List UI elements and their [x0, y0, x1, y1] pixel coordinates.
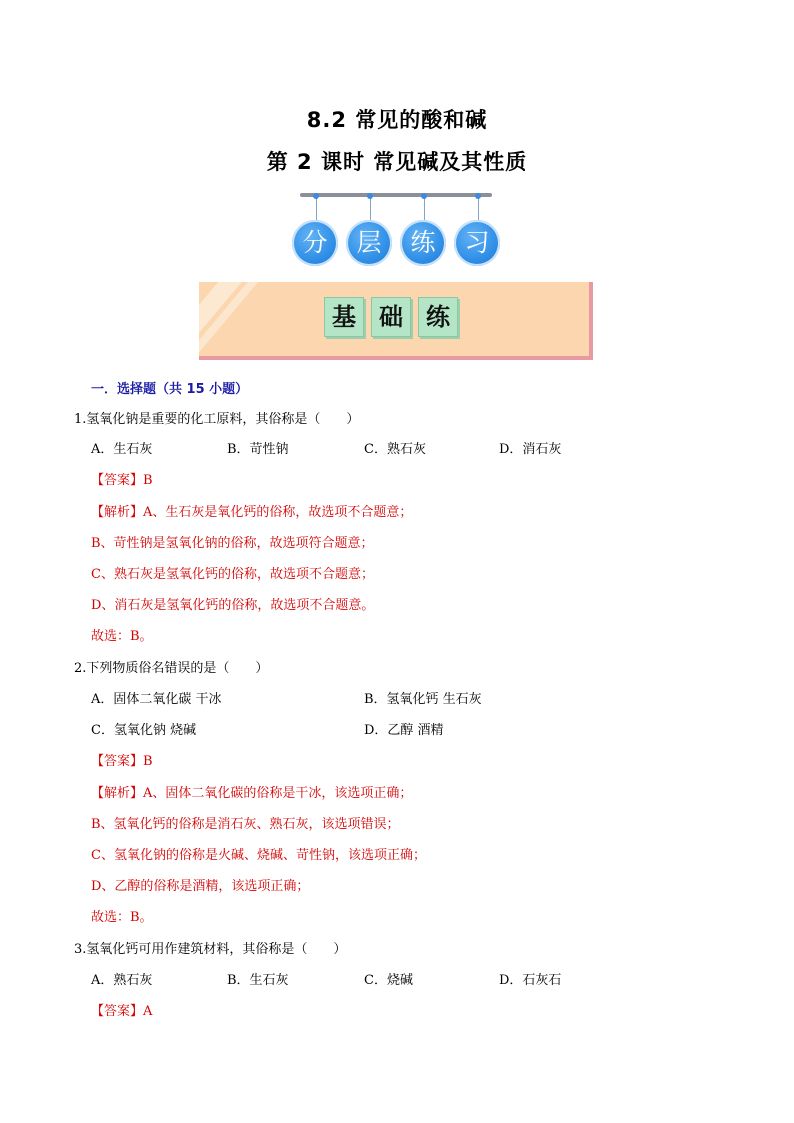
question-option: C．氢氧化钠 烧碱	[91, 723, 197, 738]
board-tile: 础	[371, 297, 411, 337]
title-line-1: 8.2 常见的酸和碱	[306, 108, 488, 132]
question-stem: 3.氢氧化钙可用作建筑材料，其俗称是（ ）	[74, 942, 347, 957]
conclusion-line: 故选：B。	[91, 910, 153, 925]
question-option: C．烧碱	[364, 973, 413, 988]
question-option: A．固体二氧化碳 干冰	[91, 692, 222, 707]
board-tile: 练	[418, 297, 458, 337]
analysis-line: D、乙醇的俗称是酒精，该选项正确；	[91, 879, 310, 894]
banner-knot	[313, 193, 319, 199]
answer-label: 【答案】A	[91, 1004, 153, 1019]
analysis-line: C、熟石灰是氢氧化钙的俗称，故选项不合题意；	[91, 567, 374, 582]
basic-practice-board	[199, 282, 593, 360]
analysis-line: C、氢氧化钠的俗称是火碱、烧碱、苛性钠，该选项正确；	[91, 848, 426, 863]
banner-knot	[367, 193, 373, 199]
analysis-line: D、消石灰是氢氧化钙的俗称，故选项不合题意。	[91, 598, 375, 613]
section-heading: 一．选择题（共 15 小题）	[91, 382, 249, 397]
analysis-line: B、苛性钠是氢氧化钠的俗称，故选项符合题意；	[91, 536, 374, 551]
banner-circle: 练	[400, 220, 446, 266]
analysis-line: B、氢氧化钙的俗称是消石灰、熟石灰，该选项错误；	[91, 817, 400, 832]
banner-circle: 层	[346, 220, 392, 266]
conclusion-line: 故选：B。	[91, 629, 153, 644]
question-option: D．消石灰	[499, 442, 562, 457]
answer-label: 【答案】B	[91, 754, 153, 769]
banner-string	[316, 196, 317, 222]
question-option: A．熟石灰	[91, 973, 153, 988]
question-stem: 2.下列物质俗名错误的是（ ）	[74, 661, 269, 676]
question-option: D．石灰石	[499, 973, 562, 988]
answer-label: 【答案】B	[91, 473, 153, 488]
analysis-line: 【解析】A、生石灰是氧化钙的俗称，故选项不合题意；	[91, 505, 413, 520]
analysis-line: 【解析】A、固体二氧化碳的俗称是干冰，该选项正确；	[91, 786, 413, 801]
banner-circle: 习	[454, 220, 500, 266]
banner-string	[370, 196, 371, 222]
question-option: B．生石灰	[227, 973, 289, 988]
banner-knot	[475, 193, 481, 199]
question-option: A．生石灰	[91, 442, 153, 457]
question-option: C．熟石灰	[364, 442, 426, 457]
title-line-2: 第 2 课时 常见碱及其性质	[266, 150, 528, 174]
question-option: B．氢氧化钙 生石灰	[364, 692, 482, 707]
banner-knot	[421, 193, 427, 199]
banner-string	[424, 196, 425, 222]
banner-rod	[300, 193, 492, 197]
question-option: B．苛性钠	[227, 442, 289, 457]
banner-string	[478, 196, 479, 222]
question-stem: 1.氢氧化钠是重要的化工原料，其俗称是（ ）	[74, 412, 360, 427]
board-tile: 基	[324, 297, 364, 337]
banner-circle: 分	[292, 220, 338, 266]
question-option: D．乙醇 酒精	[364, 723, 444, 738]
